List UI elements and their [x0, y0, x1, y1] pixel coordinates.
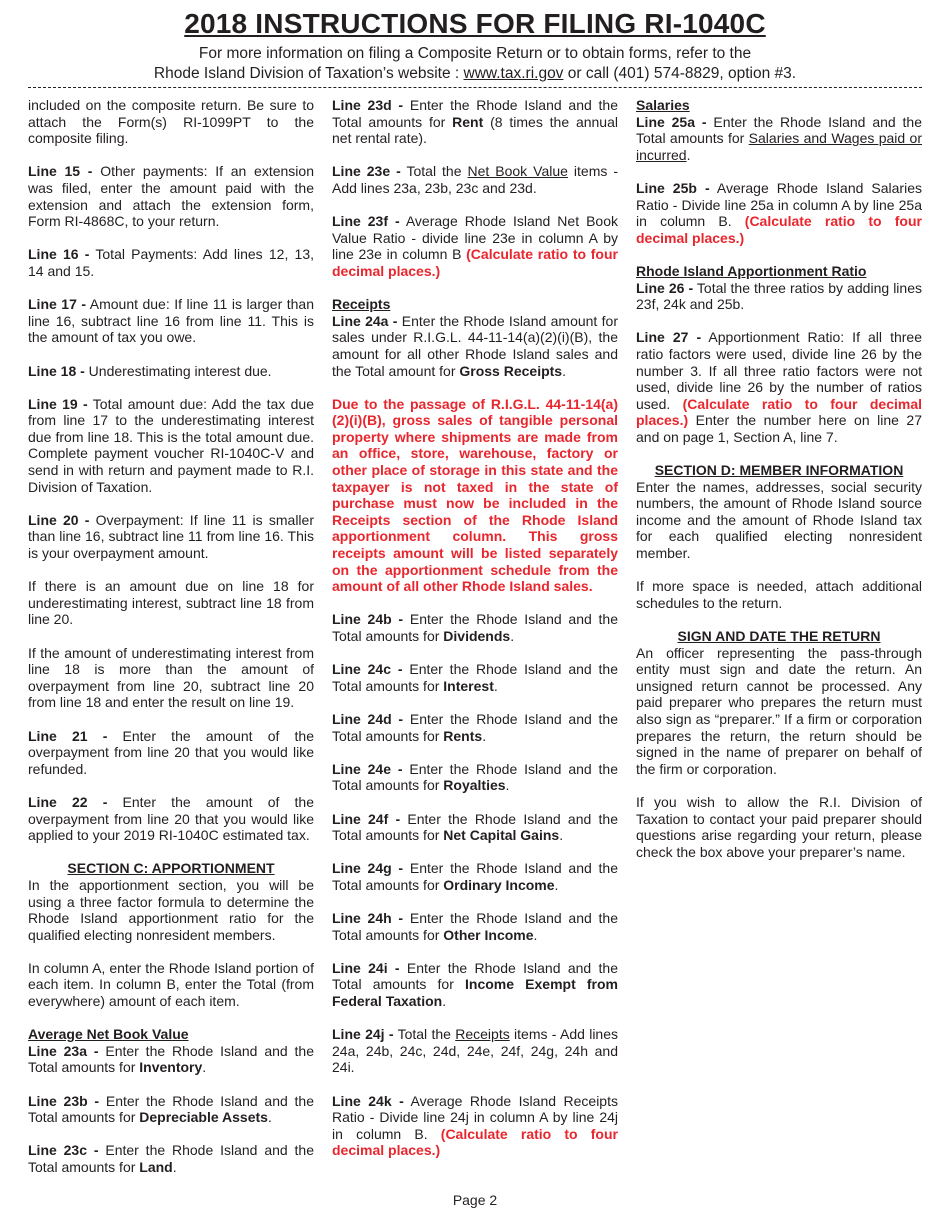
line-24k: Line 24k - Average Rhode Island Receipts Ratio - Divide line 24j in column A by line 24j in column B. (Calculate ratio to four decimal places.): [332, 1092, 618, 1159]
line-23a: Line 23a - Enter the Rhode Island and the Total amounts for Inventory.: [28, 1042, 314, 1076]
receipts-notice: Due to the passage of R.I.G.L. 44-11-14(a)(2)(i)(B), gross sales of tangible personal property where shipments are made from an office, store, warehouse, factory or other place of storage in this state and the taxpayer is not taxed in the state of purchase must now be included in the Receipts section of the Rhode Island apportionment column. This gross receipts amount will be listed separately on the apportionment schedule from the amount of all other Rhode Island sales.: [332, 395, 618, 595]
column-2: [332, 97, 618, 1176]
line-24g: Line 24g - Enter the Rhode Island and the Total amounts for Ordinary Income.: [332, 860, 618, 893]
line-24h: Line 24h - Enter the Rhode Island and the Total amounts for Other Income.: [332, 910, 618, 943]
line-27: Line 27 - Apportionment Ratio: If all three ratio factors were used, divide line 26 by the number 3. If all three ratio factors were not used, divide line 26 by the number of ratios used. (Calculate ratio to four decimal places.) Enter the number here on line 27 and on page 1, Section A, line 7.: [636, 329, 923, 445]
subtitle-phone: or call (401) 574-8829, option #3.: [563, 64, 797, 82]
line-22: Line 22 - Enter the amount of the overpayment from line 20 that you would like applied to your 2019 RI-1040C estimated tax.: [28, 793, 314, 844]
line-18: Line 18 - Underestimating interest due.: [28, 362, 272, 379]
paragraph: If there is an amount due on line 18 for underestimating interest, subtract line 18 from line 20.: [28, 578, 314, 628]
line-23d: Line 23d - Enter the Rhode Island and the Total amounts for Rent (8 times the annual net rental rate).: [332, 97, 618, 147]
line-24f: Line 24f - Enter the Rhode Island and the Total amounts for Net Capital Gains.: [332, 810, 618, 844]
subtitle-text: Rhode Island Division of Taxation’s website :: [153, 64, 464, 82]
paragraph: Enter the names, addresses, social security numbers, the amount of Rhode Island source income and the amount of Rhode Island tax for each qualified electing nonresident member.: [636, 478, 922, 562]
paragraph: In the apportionment section, you will be using a three factor formula to determine the Rhode Island apportionment ratio for the qualified electing nonresident members.: [28, 876, 314, 943]
line-24j: Line 24j - Total the Receipts items - Add lines 24a, 24b, 24c, 24d, 24e, 24f, 24g, 24h and 24i.: [332, 1026, 618, 1076]
line-20: Line 20 - Overpayment: If line 11 is smaller than line 16, subtract line 11 from line 16. This is your overpayment amount.: [28, 511, 314, 562]
anbv-heading: Average Net Book Value: [28, 1026, 189, 1043]
section-d-heading: SECTION D: MEMBER INFORMATION: [654, 462, 904, 479]
line-25a: Line 25a - Enter the Rhode Island and the Total amounts for Salaries and Wages paid or incurred.: [636, 113, 922, 163]
apportionment-ratio-heading: Rhode Island Apportionment Ratio: [636, 262, 867, 279]
line-23f: Line 23f - Average Rhode Island Net Book Value Ratio - divide line 23e in column A by line 23e in column B (Calculate ratio to four decimal places.): [332, 213, 618, 279]
salaries-heading: Salaries: [636, 97, 690, 113]
column-1: [28, 97, 314, 1192]
paragraph: An officer representing the pass-through entity must sign and date the return. An unsigned return cannot be processed. Any paid preparer who prepares the return must also sign as “preparer.” If a firm or corporation prepares the return, the return should be signed in the name of preparer on behalf of the firm or corporation.: [636, 644, 922, 777]
line-23c: Line 23c - Enter the Rhode Island and the Total amounts for Land.: [28, 1142, 314, 1175]
line-19: Line 19 - Total amount due: Add the tax due from line 17 to the underestimating interest due from line 18. This is the total amount due. Complete payment voucher RI-1040C-V and send in with return and payment made to R.I. Division of Taxation.: [28, 395, 314, 495]
line-26: Line 26 - Total the three ratios by adding lines 23f, 24k and 25b.: [636, 279, 922, 313]
paragraph: included on the composite return. Be sure to attach the Form(s) RI-1099PT to the composite filing.: [28, 97, 314, 147]
subtitle-line-1: For more information on filing a Composite Return or to obtain forms, refer to the: [198, 45, 752, 62]
line-15: Line 15 - Other payments: If an extension was filed, enter the amount paid with the extension and attach the extension form, Form RI-4868C, to your return.: [28, 163, 314, 230]
line-24i: Line 24i - Enter the Rhode Island and the Total amounts for Income Exempt from Federal Taxation.: [332, 959, 619, 1010]
dashed-divider: [28, 87, 922, 88]
line-24e: Line 24e - Enter the Rhode Island and the Total amounts for Royalties.: [332, 760, 618, 794]
column-3: [636, 97, 922, 877]
header-subtitle: [0, 44, 950, 83]
section-c-heading: SECTION C: APPORTIONMENT: [67, 860, 275, 877]
page-title: 2018 INSTRUCTIONS FOR FILING RI-1040C: [184, 8, 766, 39]
line-21: Line 21 - Enter the amount of the overpayment from line 20 that you would like refunded.: [28, 727, 314, 777]
paragraph: If the amount of underestimating interest from line 18 is more than the amount of overpayment from line 20, subtract line 20 from line 18 and enter the result on line 19.: [28, 644, 314, 711]
line-24b: Line 24b - Enter the Rhode Island and the Total amounts for Dividends.: [332, 611, 618, 644]
line-23e: Line 23e - Total the Net Book Value items - Add lines 23a, 23b, 23c and 23d.: [332, 163, 619, 196]
page-number: Page 2: [452, 1192, 498, 1208]
line-25b: Line 25b - Average Rhode Island Salaries Ratio - Divide line 25a in column A by line 25a in column B. (Calculate ratio to four decimal places.): [636, 179, 922, 246]
line-24c: Line 24c - Enter the Rhode Island and the Total amounts for Interest.: [332, 661, 618, 694]
paragraph: If more space is needed, attach additional schedules to the return.: [636, 578, 922, 611]
receipts-heading: Receipts: [332, 296, 391, 313]
subtitle-line-2: [0, 64, 950, 84]
line-24a: Line 24a - Enter the Rhode Island amount for sales under R.I.G.L. 44-11-14(a)(2)(i)(B), the amount for all other Rhode Island sales and the Total amount for Gross Receipts.: [332, 312, 618, 379]
line-17: Line 17 - Amount due: If line 11 is larger than line 16, subtract line 16 from line 11. This is the amount of tax you owe.: [28, 296, 314, 346]
line-16: Line 16 - Total Payments: Add lines 12, 13, 14 and 15.: [28, 246, 314, 279]
line-24d: Line 24d - Enter the Rhode Island and the Total amounts for Rents.: [332, 710, 618, 744]
line-23b: Line 23b - Enter the Rhode Island and the Total amounts for Depreciable Assets.: [28, 1092, 314, 1126]
sign-heading: SIGN AND DATE THE RETURN: [677, 628, 881, 644]
paragraph: If you wish to allow the R.I. Division of Taxation to contact your paid preparer should questions arise regarding your return, please check the box above your preparer’s name.: [636, 793, 922, 860]
website-link[interactable]: www.tax.ri.gov: [463, 64, 564, 82]
paragraph: In column A, enter the Rhode Island portion of each item. In column B, enter the Total (from everywhere) amount of each item.: [28, 959, 314, 1010]
